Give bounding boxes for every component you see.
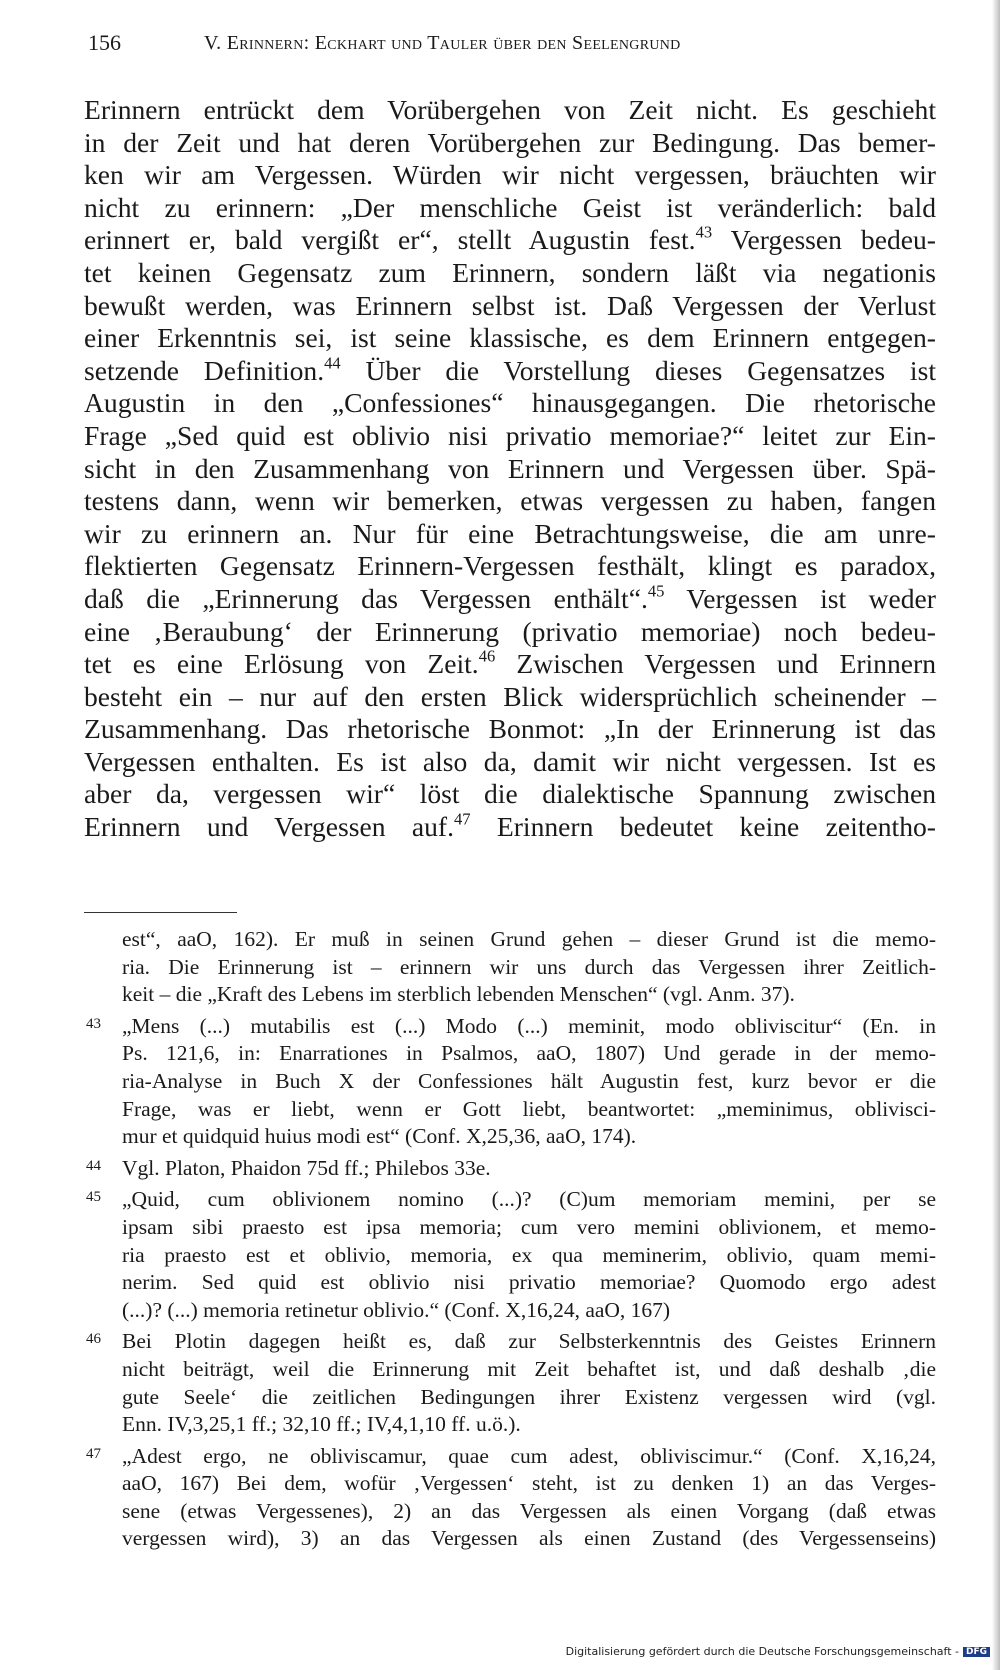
footnote-44 [84, 1155, 936, 1183]
dfg-logo: DFG [963, 1647, 990, 1657]
footnote-ref-44[interactable]: 44 [324, 353, 341, 373]
footnote-line: Vgl. Platon, Phaidon 75d ff.; Philebos 33e. [122, 1155, 491, 1180]
text-segment: daß die „Erinnerung das Vergessen enthält“. [84, 582, 648, 614]
text-line: Zusammenhang. Das rhetorische Bonmot: „In der Erinnerung ist das [84, 713, 936, 745]
footnote-number: 46 [86, 1331, 101, 1348]
footnote-line: „Adest ergo, ne obliviscamur, quae cum adest, obliviscimur.“ (Conf. X,16,24, [122, 1443, 936, 1468]
footnote-number: 44 [86, 1157, 101, 1174]
text-segment: tet es eine Erlösung von Zeit. [84, 648, 479, 680]
footnote-47 [84, 1443, 936, 1553]
footnote-line: nerim. Sed quid est oblivio nisi privatio memoriae? Quomodo ergo adest [122, 1270, 936, 1295]
footnotes [84, 926, 936, 1553]
footnote-separator [84, 912, 237, 913]
footnote-line: ipsam sibi praesto est ipsa memoria; cum vero memini oblivionem, et memo- [122, 1214, 936, 1239]
text-line: wir zu erinnern an. Nur für eine Betrachtungsweise, die am unre- [84, 517, 936, 549]
footnote-line: ria praesto est et oblivio, memoria, ex qua meminerim, oblivio, quam memi- [122, 1242, 936, 1267]
text-line: besteht ein – nur auf den ersten Blick widersprüchlich scheinender – [84, 680, 936, 712]
footnote-43 [84, 1013, 936, 1151]
page-header [84, 30, 934, 60]
text-segment: erinnert er, bald vergißt er“, stellt Augustin fest. [84, 224, 696, 256]
page-number: 156 [88, 30, 121, 55]
text-line: in der Zeit und hat deren Vorübergehen zur Bedingung. Das bemer- [84, 126, 936, 158]
footnote-line: nicht beiträgt, weil die Erinnerung mit Zeit behaftet ist, und daß deshalb ‚die [122, 1356, 936, 1381]
text-segment: Vergessen bedeu- [712, 224, 936, 256]
footnote-line: „Mens (...) mutabilis est (...) Modo (...) meminit, modo obliviscitur“ (En. in [122, 1013, 936, 1038]
text-line: aber da, vergessen wir“ löst die dialektische Spannung zwischen [84, 778, 936, 810]
text-line: Erinnern entrückt dem Vorübergehen von Zeit nicht. Es geschieht [84, 94, 936, 125]
page-edge-shadow [992, 0, 1000, 1670]
running-head: V. Erinnern: Eckhart und Tauler über den Seelengrund [204, 32, 681, 54]
footnote-line: Enn. IV,3,25,1 ff.; 32,10 ff.; IV,4,1,10 ff. u.ö.). [122, 1412, 521, 1437]
text-segment: Zwischen Vergessen und Erinnern [495, 648, 936, 680]
footnote-line: ria. Die Erinnerung ist – erinnern wir uns durch das Vergessen ihrer Zeitlich- [122, 954, 936, 979]
footnote-ref-45[interactable]: 45 [647, 581, 665, 601]
footnote-line: keit – die „Kraft des Lebens im sterblich lebenden Menschen“ (vgl. Anm. 37). [122, 982, 795, 1007]
digitization-credit [566, 1645, 990, 1658]
footnote-line: est“, aaO, 162). Er muß in seinen Grund gehen – dieser Grund ist die memo- [122, 927, 936, 951]
footnote-number: 45 [86, 1189, 101, 1206]
text-segment: Erinnern bedeutet keine zeitentho- [470, 811, 936, 843]
credit-text: Digitalisierung gefördert durch die Deutsche Forschungsgemeinschaft - [565, 1645, 959, 1658]
footnote-line: aaO, 167) Bei dem, wofür ‚Vergessen‘ steht, ist zu denken 1) an das Verges- [122, 1471, 936, 1496]
text-line [84, 811, 936, 844]
footnote-line: Bei Plotin dagegen heißt es, daß zur Selbsterkenntnis des Geistes Erinnern [122, 1329, 936, 1354]
footnote-line: ria-Analyse in Buch X der Confessiones hält Augustin fest, kurz bevor er die [122, 1068, 936, 1093]
footnote-line: „Quid, cum oblivionem nomino (...)? (C)um memoriam memini, per se [122, 1187, 936, 1212]
footnote-line: (...)? (...) memoria retinetur oblivio.“ (Conf. X,16,24, aaO, 167) [122, 1297, 671, 1322]
text-line [84, 224, 936, 257]
text-line: ken wir am Vergessen. Würden wir nicht vergessen, bräuchten wir [84, 159, 936, 191]
footnote-ref-46[interactable]: 46 [478, 646, 496, 666]
text-segment: Über die Vorstellung dieses Gegensatzes ist [340, 354, 936, 386]
footnote-line: Frage, was er liebt, wenn er Gott liebt, beantwortet: „meminimus, oblivisci- [122, 1096, 936, 1121]
footnote-line: sene (etwas Vergessenes), 2) an das Vergessen als einen Vorgang (daß etwas [122, 1498, 936, 1523]
footnote-line: gute Seele‘ die zeitlichen Bedingungen ihrer Existenz vergessen wird (vgl. [122, 1384, 936, 1409]
text-line: nicht zu erinnern: „Der menschliche Geist ist veränderlich: bald [84, 191, 936, 223]
text-line: sicht in den Zusammenhang von Erinnern und Vergessen über. Spä- [84, 452, 936, 484]
text-line: testens dann, wenn wir bemerken, etwas vergessen zu haben, fangen [84, 485, 936, 517]
footnote-ref-47[interactable]: 47 [453, 809, 471, 829]
text-segment: Vergessen ist weder [664, 582, 936, 614]
main-text [84, 94, 936, 844]
footnote-number: 43 [86, 1015, 101, 1032]
text-line: eine ‚Beraubung‘ der Erinnerung (privatio memoriae) noch bedeu- [84, 615, 936, 647]
text-line: tet keinen Gegensatz zum Erinnern, sondern läßt via negationis [84, 256, 936, 288]
text-line [84, 583, 936, 616]
text-segment: Erinnern und Vergessen auf. [84, 811, 454, 843]
footnote-line: Ps. 121,6, in: Enarrationes in Psalmos, aaO, 1807) Und gerade in der memo- [122, 1041, 936, 1066]
footnote-number: 47 [86, 1445, 101, 1462]
text-line: Frage „Sed quid est oblivio nisi privatio memoriae?“ leitet zur Ein- [84, 419, 936, 451]
text-line: einer Erkenntnis sei, ist seine klassische, es dem Erinnern entgegen- [84, 322, 936, 354]
text-segment: setzende Definition. [84, 354, 325, 386]
text-line: Vergessen enthalten. Es ist also da, damit wir nicht vergessen. Ist es [84, 745, 936, 777]
footnote-continuation [84, 926, 936, 1009]
footnote-ref-43[interactable]: 43 [695, 222, 713, 242]
footnote-line: vergessen wird), 3) an das Vergessen als einen Zustand (des Vergessenseins) [122, 1526, 936, 1551]
footnote-46 [84, 1328, 936, 1438]
text-line: Augustin in den „Confessiones“ hinausgegangen. Die rhetorische [84, 387, 936, 419]
text-line: flektierten Gegensatz Erinnern-Vergessen festhält, klingt es paradox, [84, 550, 936, 582]
footnote-45 [84, 1186, 936, 1324]
text-line [84, 648, 936, 681]
text-line: bewußt werden, was Erinnern selbst ist. Daß Vergessen der Verlust [84, 289, 936, 321]
footnote-line: mur et quidquid huius modi est“ (Conf. X,25,36, aaO, 174). [122, 1124, 637, 1149]
text-line [84, 355, 936, 388]
